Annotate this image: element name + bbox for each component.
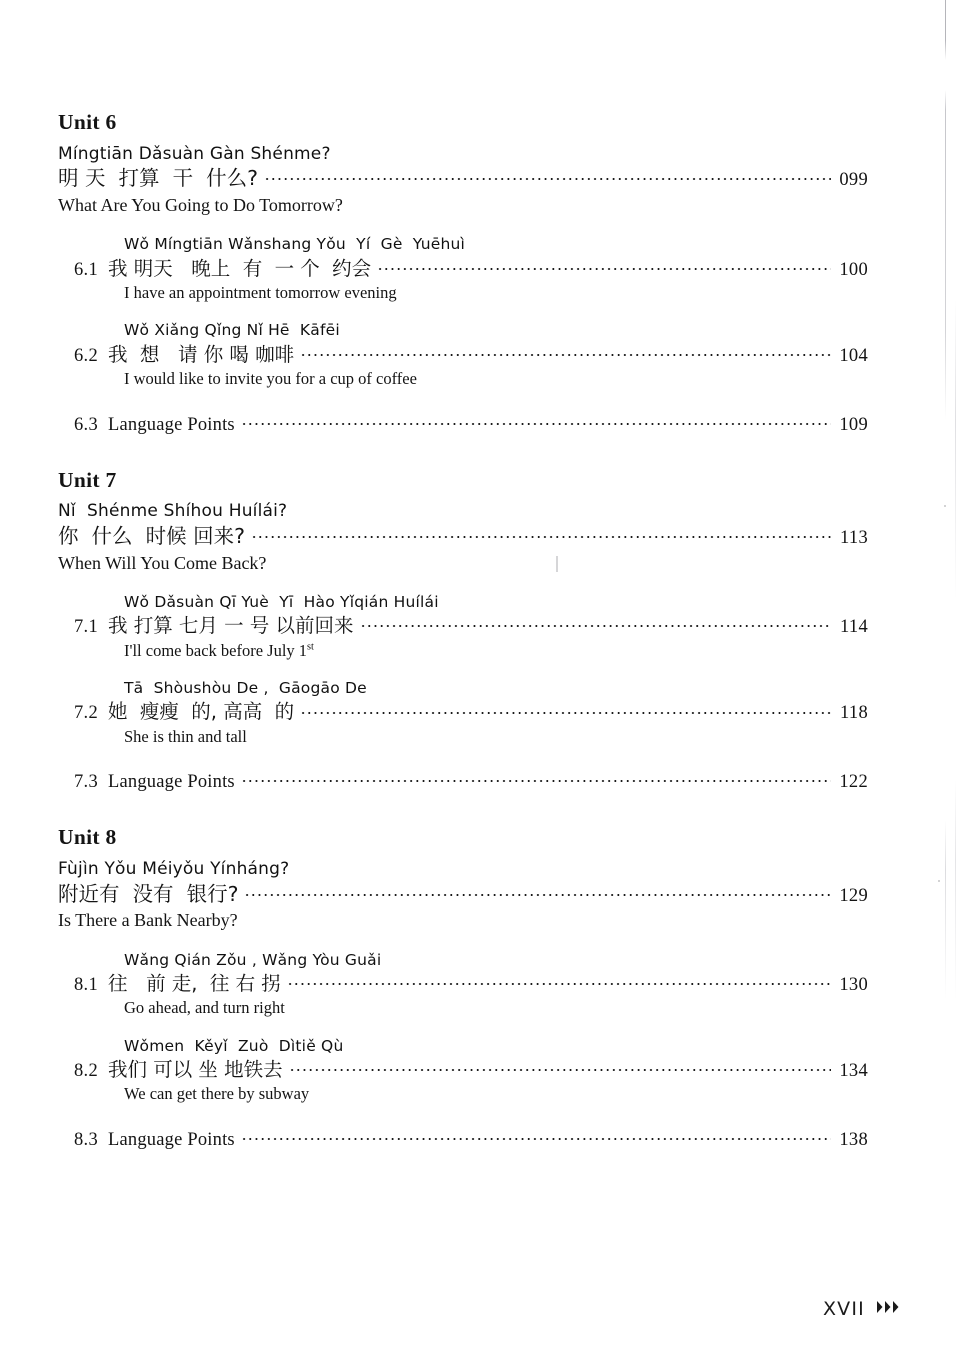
entry-number: 7.2 — [74, 703, 99, 724]
entry-label: Language Points — [108, 1129, 235, 1150]
unit-pinyin: Míngtiān Dǎsuàn Gàn Shénme? — [58, 143, 331, 164]
scan-edge-artifact — [945, 0, 946, 1358]
page-number: 114 — [840, 617, 868, 638]
unit-block-8 — [58, 827, 868, 1151]
page-number: 113 — [840, 527, 868, 548]
entry-english: Go ahead, and turn right — [124, 998, 285, 1018]
table-of-contents — [58, 112, 868, 1185]
unit-english: When Will You Come Back? — [58, 552, 267, 573]
dot-leader — [251, 527, 831, 543]
toc-entry-6-2 — [58, 321, 868, 389]
toc-entry-6-3[interactable] — [58, 414, 868, 436]
entry-english — [124, 640, 868, 661]
dot-leader — [377, 259, 831, 275]
entry-english: I have an appointment tomorrow evening — [124, 283, 397, 303]
unit-entry-row[interactable] — [58, 882, 868, 908]
entry-pinyin: Wǒmen Kěyǐ Zuò Dìtiě Qù — [124, 1036, 344, 1055]
toc-entry-7-1 — [58, 593, 868, 661]
folio-number: XVII — [822, 1298, 865, 1320]
entry-hanzi: 往 前 走, 往 右 拐 — [108, 971, 281, 995]
dot-leader — [241, 771, 831, 787]
dot-leader — [244, 885, 831, 901]
unit-hanzi: 你 什么 时候 回来? — [58, 523, 245, 548]
unit-block-6 — [58, 112, 868, 436]
entry-english-text: I'll come back before July 1 — [124, 640, 308, 660]
unit-heading: Unit 6 — [58, 110, 117, 134]
dot-leader — [241, 414, 831, 430]
entry-pinyin: Wǒ Míngtiān Wǎnshang Yǒu Yí Gè Yuēhuì — [124, 235, 466, 254]
entry-pinyin: Wǒ Dǎsuàn Qī Yuè Yī Hào Yǐqián Huílái — [124, 592, 439, 611]
page-number: 104 — [839, 345, 868, 366]
unit-pinyin: Fùjìn Yǒu Méiyǒu Yínháng? — [58, 858, 290, 879]
entry-number: 8.2 — [74, 1061, 99, 1082]
entry-english: She is thin and tall — [124, 726, 247, 746]
page-number: 130 — [839, 974, 868, 995]
unit-heading: Unit 8 — [58, 825, 117, 850]
entry-number: 6.2 — [74, 345, 99, 366]
scan-speck — [944, 505, 946, 507]
entry-hanzi: 我们 可以 坐 地铁去 — [108, 1058, 283, 1082]
page-number: 138 — [839, 1129, 868, 1150]
entry-number: 7.1 — [74, 617, 99, 638]
toc-entry-7-2 — [58, 679, 868, 747]
toc-entry-8-2 — [58, 1037, 868, 1105]
toc-entry-7-3[interactable] — [58, 771, 868, 793]
page-number: 134 — [839, 1061, 868, 1082]
dot-leader — [300, 702, 831, 718]
entry-row[interactable] — [58, 700, 868, 724]
entry-hanzi: 我 想 请 你 喝 咖啡 — [108, 342, 295, 366]
page-number: 122 — [839, 772, 868, 793]
unit-pinyin: Nǐ Shénme Shíhou Huílái? — [58, 501, 288, 522]
unit-block-7 — [58, 467, 868, 794]
entry-number: 8.3 — [74, 1129, 99, 1150]
unit-hanzi: 明 天 打算 干 什么? — [58, 166, 258, 191]
scan-edge-artifact-secondary — [955, 300, 956, 1020]
dot-leader — [241, 1129, 831, 1145]
unit-entry-row[interactable] — [58, 166, 868, 192]
dot-leader — [289, 1060, 831, 1076]
dot-leader — [287, 974, 831, 990]
entry-english: I would like to invite you for a cup of coffee — [124, 369, 417, 389]
toc-entry-8-1 — [58, 951, 868, 1019]
entry-hanzi: 她 瘦瘦 的, 高高 的 — [108, 700, 295, 724]
page-number: 100 — [839, 259, 868, 280]
entry-pinyin: Wǒ Xiǎng Qǐng Nǐ Hē Kāfēi — [124, 321, 340, 340]
ordinal-suffix: st — [307, 641, 314, 653]
chevrons-right-ornament-icon — [876, 1300, 902, 1318]
page-number: 099 — [839, 170, 868, 191]
unit-english: Is There a Bank Nearby? — [58, 910, 238, 931]
unit-heading: Unit 7 — [58, 467, 117, 492]
entry-label: Language Points — [108, 414, 235, 435]
unit-entry-row[interactable] — [58, 524, 868, 550]
entry-pinyin: Wǎng Qián Zǒu , Wǎng Yòu Guǎi — [124, 950, 382, 969]
dot-leader — [264, 169, 831, 185]
toc-entry-6-1 — [58, 235, 868, 303]
entry-row[interactable] — [58, 972, 868, 996]
scan-speck — [938, 880, 940, 882]
entry-number: 8.1 — [74, 974, 99, 995]
entry-row[interactable] — [58, 1058, 868, 1082]
toc-entry-8-3[interactable] — [58, 1129, 868, 1151]
entry-pinyin: Tā Shòushòu De , Gāogāo De — [124, 679, 367, 698]
entry-row[interactable] — [58, 257, 868, 281]
dot-leader — [360, 616, 832, 632]
unit-hanzi: 附近有 没有 银行? — [58, 881, 239, 906]
unit-english: What Are You Going to Do Tomorrow? — [58, 194, 343, 215]
entry-hanzi: 我 打算 七月 一 号 以前回来 — [108, 614, 354, 638]
page-number: 118 — [840, 703, 868, 724]
dot-leader — [300, 345, 831, 361]
entry-row[interactable] — [58, 614, 868, 638]
page-footer — [823, 1298, 902, 1320]
entry-hanzi: 我 明天 晚上 有 一 个 约会 — [108, 256, 372, 280]
entry-number: 7.3 — [74, 772, 99, 793]
entry-english: We can get there by subway — [124, 1084, 310, 1104]
entry-row[interactable] — [58, 343, 868, 367]
entry-label: Language Points — [108, 772, 235, 793]
page-number: 129 — [839, 885, 868, 906]
page-number: 109 — [839, 414, 868, 435]
entry-number: 6.1 — [74, 259, 99, 280]
entry-number: 6.3 — [74, 414, 99, 435]
